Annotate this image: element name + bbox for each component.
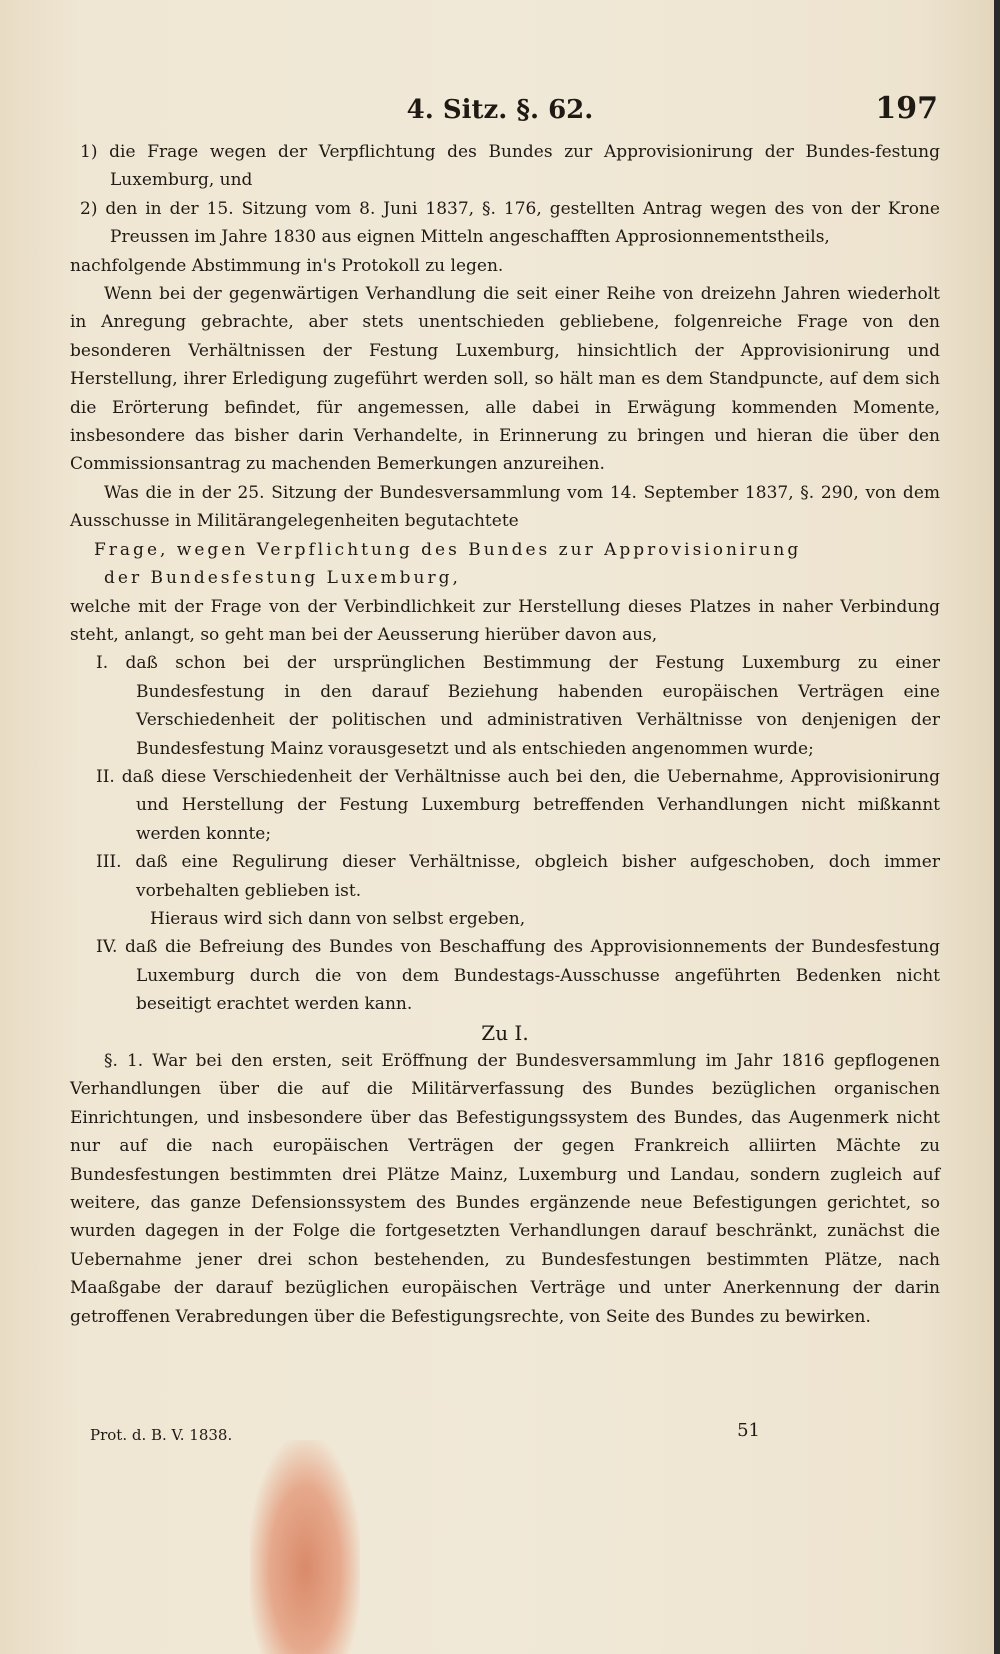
paragraph: Was die in der 25. Sitzung der Bundesversammlung vom 14. September 1837, §. 290, von dem Ausschusse in Militärangelegenheiten begutachtete <box>70 482 940 532</box>
paragraph: Wenn bei der gegenwärtigen Verhandlung die seit einer Reihe von dreizehn Jahren wiederholt in Anregung gebrachte, aber stets unentschieden gebliebene, folgenreiche Frage von den besonderen Verhältnissen der Festung Luxemburg, hinsichtlich der Approvisionirung und Herstellung, ihrer Erledigung zugeführt werden soll, so hält man es dem Standpuncte, auf dem sich die Erörterung befindet, für angemessen, alle dabei in Erwägung kommenden Momente, insbesondere das bisher darin Verhandelte, in Erinnerung zu bringen und hieran die über den Commissionsantrag zu machenden Bemerkungen anzureihen. <box>70 284 940 475</box>
page-header <box>0 91 1000 131</box>
page-number: 197 <box>875 91 938 126</box>
paragraph: IV. daß die Befreiung des Bundes von Beschaffung des Approvisionnements der Bundesfestung Luxemburg durch die von dem Bundestags-Ausschusse angeführten Bedenken nicht beseitigt erachtet werden kann. <box>96 937 940 1015</box>
protocol-reference: Prot. d. B. V. 1838. <box>90 1426 233 1444</box>
paragraph: 2) den in der 15. Sitzung vom 8. Juni 1837, §. 176, gestellten Antrag wegen des von der Krone Preussen im Jahre 1830 aus eignen Mitteln angeschafften Approsionnementstheils, <box>80 198 940 248</box>
paragraph: Hieraus wird sich dann von selbst ergeben, <box>150 908 526 929</box>
paragraph: nachfolgende Abstimmung in's Protokoll zu legen. <box>70 255 504 276</box>
paragraph: III. daß eine Regulirung dieser Verhältnisse, obgleich bisher aufgeschoben, doch immer vorbehalten geblieben ist. <box>96 852 940 901</box>
paragraph: Frage, wegen Verpflichtung des Bundes zur Approvisionirung <box>94 539 802 560</box>
paragraph: Zu I. <box>481 1020 529 1045</box>
sheet-signature: 51 <box>737 1420 760 1441</box>
paragraph: I. daß schon bei der ursprünglichen Bestimmung der Festung Luxemburg zu einer Bundesfestung in den darauf Beziehung habenden europäischen Verträgen eine Verschiedenheit der politischen und administrativen Verhältnisse von denjenigen der Bundesfestung Mainz vorausgesetzt und als entschieden angenommen wurde; <box>96 653 940 759</box>
paragraph: §. 1. War bei den ersten, seit Eröffnung der Bundesversammlung im Jahr 1816 gepflogenen Verhandlungen über die auf die Militärverfassung des Bundes bezüglichen organischen Einrichtungen, und insbesondere über das Befestigungssystem des Bundes, das Augenmerk nicht nur auf die nach europäischen Verträgen der gegen Frankreich alliirten Mächte zu Bundesfestungen bestimmten drei Plätze Mainz, Luxemburg und Landau, sondern zugleich auf weitere, das ganze Defensionssystem des Bundes ergänzende neue Befestigungen gerichtet, so wurden dagegen in der Folge die fortgesetzten Verhandlungen darauf beschränkt, zunächst die Uebernahme jener drei schon bestehenden, zu Bundesfestungen bestimmten Plätze, nach Maaßgabe der darauf bezüglichen europäischen Verträge und unter Anerkennung der darin getroffenen Verabredungen über die Befestigungsrechte, von Seite des Bundes zu bewirken. <box>70 1051 940 1327</box>
paragraph: welche mit der Frage von der Verbindlichkeit zur Herstellung dieses Platzes in naher Verbindung steht, anlangt, so geht man bei der Aeusserung hierüber davon aus, <box>70 596 940 645</box>
paper-stain <box>250 1440 360 1654</box>
paragraph: II. daß diese Verschiedenheit der Verhältnisse auch bei den, die Uebernahme, Approvisionirung und Herstellung der Festung Luxemburg betreffenden Verhandlungen nicht mißkannt werden konnte; <box>96 766 940 844</box>
paragraph: der Bundesfestung Luxemburg, <box>104 568 461 589</box>
book-spine-shadow <box>994 0 1000 1654</box>
paragraph: 1) die Frage wegen der Verpflichtung des Bundes zur Approvisionirung der Bundes-festung Luxemburg, und <box>80 142 940 191</box>
document-body <box>70 138 940 1331</box>
page-footer <box>90 1420 890 1450</box>
section-reference: 4. Sitz. §. 62. <box>406 95 594 125</box>
